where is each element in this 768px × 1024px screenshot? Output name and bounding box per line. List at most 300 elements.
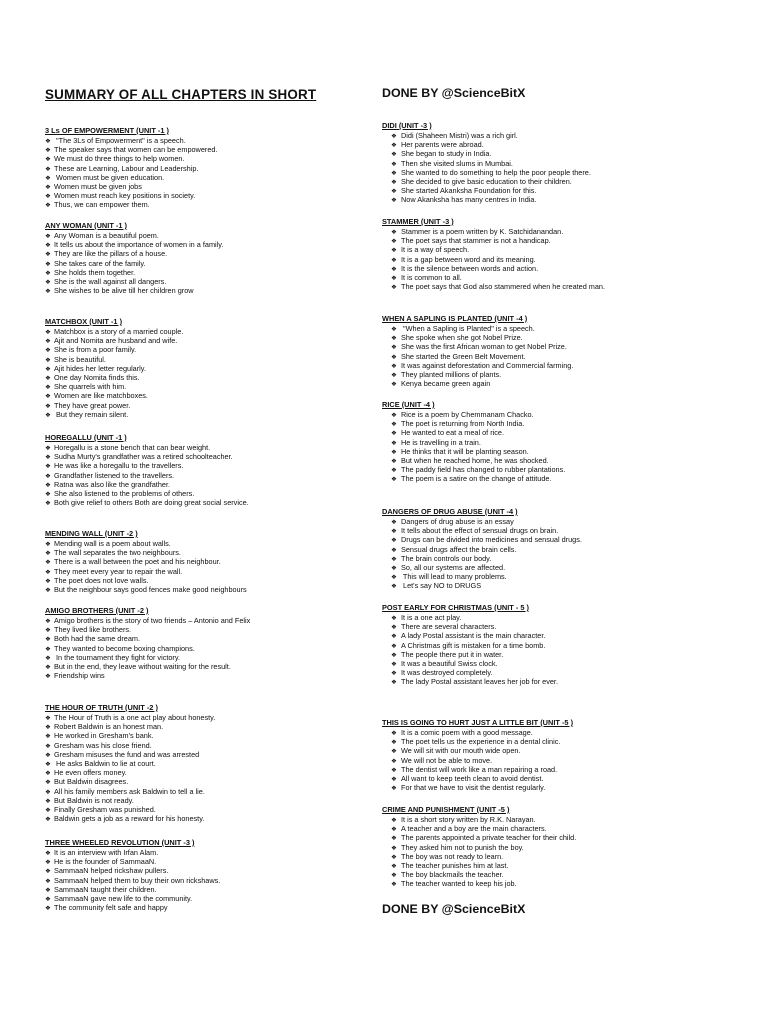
list-item bbox=[45, 200, 217, 209]
diamond-bullet-icon: ❖ bbox=[391, 642, 397, 650]
list-item-text: Women must be given jobs bbox=[54, 181, 142, 191]
list-item bbox=[382, 465, 565, 474]
list-item-text: She is from a poor family. bbox=[54, 345, 137, 355]
list-item bbox=[45, 731, 215, 740]
diamond-bullet-icon: ❖ bbox=[45, 663, 51, 671]
list-item-text: But they remain silent. bbox=[54, 409, 129, 419]
diamond-bullet-icon: ❖ bbox=[391, 371, 397, 379]
list-item bbox=[45, 480, 249, 489]
diamond-bullet-icon: ❖ bbox=[391, 881, 397, 889]
chapter-points bbox=[45, 231, 223, 295]
diamond-bullet-icon: ❖ bbox=[45, 779, 51, 787]
list-item bbox=[45, 452, 249, 461]
list-item bbox=[45, 182, 217, 191]
list-item bbox=[382, 264, 605, 273]
chapter-heading: THIS IS GOING TO HURT JUST A LITTLE BIT (UNIT -5 ) bbox=[382, 718, 574, 727]
chapter-points bbox=[382, 613, 558, 687]
diamond-bullet-icon: ❖ bbox=[45, 347, 51, 355]
list-item-text: The brain controls our body. bbox=[401, 553, 492, 563]
list-item-text: He wanted to eat a meal of rice. bbox=[401, 428, 505, 438]
list-item bbox=[45, 136, 217, 145]
list-item bbox=[382, 765, 573, 774]
list-item bbox=[382, 526, 582, 535]
list-item-text: All his family members ask Baldwin to tell a lie. bbox=[54, 786, 205, 796]
list-item bbox=[45, 653, 250, 662]
chapter-section bbox=[382, 507, 582, 591]
list-item bbox=[382, 159, 591, 168]
list-item-text: They meet every year to repair the wall. bbox=[54, 566, 183, 576]
diamond-bullet-icon: ❖ bbox=[45, 329, 51, 336]
list-item-text: So, all our systems are affected. bbox=[401, 562, 506, 572]
diamond-bullet-icon: ❖ bbox=[45, 490, 51, 498]
list-item-text: But the neighbour says good fences make good neighbours bbox=[54, 584, 247, 594]
diamond-bullet-icon: ❖ bbox=[391, 169, 397, 177]
list-item bbox=[382, 410, 565, 419]
list-item-text: They planted millions of plants. bbox=[401, 369, 502, 379]
diamond-bullet-icon: ❖ bbox=[45, 251, 51, 259]
list-item bbox=[382, 659, 558, 668]
diamond-bullet-icon: ❖ bbox=[45, 788, 51, 796]
diamond-bullet-icon: ❖ bbox=[391, 853, 397, 861]
list-item bbox=[45, 489, 249, 498]
list-item-text: Now Akanksha has many centres in India. bbox=[401, 195, 537, 205]
chapter-section bbox=[45, 126, 217, 210]
diamond-bullet-icon: ❖ bbox=[45, 868, 51, 876]
list-item bbox=[382, 456, 565, 465]
list-item bbox=[45, 796, 215, 805]
diamond-bullet-icon: ❖ bbox=[45, 577, 51, 585]
diamond-bullet-icon: ❖ bbox=[391, 670, 397, 678]
list-item bbox=[45, 848, 220, 857]
list-item-text: The dentist will work like a man repairing a road. bbox=[401, 764, 558, 774]
list-item bbox=[45, 741, 215, 750]
list-item-text: The boy was not ready to learn. bbox=[401, 851, 504, 861]
list-item-text: Friendship wins bbox=[54, 671, 105, 681]
list-item bbox=[382, 273, 605, 282]
chapter-section bbox=[45, 838, 220, 912]
list-item bbox=[45, 498, 249, 507]
diamond-bullet-icon: ❖ bbox=[391, 615, 397, 622]
chapter-points bbox=[45, 136, 217, 210]
list-item-text: Sudha Murty's grandfather was a retired schoolteacher. bbox=[54, 452, 233, 462]
list-item bbox=[45, 713, 215, 722]
diamond-bullet-icon: ❖ bbox=[391, 421, 397, 429]
list-item-text: The community felt safe and happy bbox=[54, 903, 168, 913]
diamond-bullet-icon: ❖ bbox=[45, 618, 51, 625]
list-item-text: He thinks that it will be planting season. bbox=[401, 446, 529, 456]
list-item bbox=[45, 410, 183, 419]
chapter-section bbox=[45, 703, 215, 823]
diamond-bullet-icon: ❖ bbox=[45, 850, 51, 857]
list-item bbox=[45, 345, 183, 354]
list-item-text: He was like a horegallu to the travellers. bbox=[54, 461, 184, 471]
list-item-text: She wanted to do something to help the poor people there. bbox=[401, 167, 591, 177]
list-item-text: Rice is a poem by Chemmanam Chacko. bbox=[401, 410, 534, 419]
done-by-header: DONE BY @ScienceBitX bbox=[382, 86, 526, 100]
diamond-bullet-icon: ❖ bbox=[45, 797, 51, 805]
list-item-text: "The 3Ls of Empowerment" is a speech. bbox=[54, 136, 186, 145]
list-item-text: The Hour of Truth is a one act play about honesty. bbox=[54, 713, 216, 722]
chapter-points bbox=[45, 848, 220, 912]
list-item-text: It is an interview with Irfan Alam. bbox=[54, 848, 159, 857]
diamond-bullet-icon: ❖ bbox=[391, 555, 397, 563]
list-item bbox=[45, 373, 183, 382]
list-item-text: Stammer is a poem written by K. Satchidanandan. bbox=[401, 227, 564, 236]
list-item-text: Finally Gresham was punished. bbox=[54, 804, 156, 814]
list-item-text: Amigo brothers is the story of two friends – Antonio and Felix bbox=[54, 616, 251, 625]
list-item-text: Sensual drugs affect the brain cells. bbox=[401, 544, 517, 554]
diamond-bullet-icon: ❖ bbox=[45, 356, 51, 364]
diamond-bullet-icon: ❖ bbox=[45, 751, 51, 759]
diamond-bullet-icon: ❖ bbox=[391, 730, 397, 737]
diamond-bullet-icon: ❖ bbox=[391, 335, 397, 343]
list-item-text: SammaaN helped them to buy their own rickshaws. bbox=[54, 875, 221, 885]
list-item-text: Dangers of drug abuse is an essay bbox=[401, 517, 514, 526]
list-item-text: She holds them together. bbox=[54, 267, 136, 277]
list-item bbox=[382, 545, 582, 554]
diamond-bullet-icon: ❖ bbox=[45, 138, 51, 145]
list-item bbox=[382, 149, 591, 158]
list-item bbox=[45, 585, 247, 594]
list-item-text: Ajit hides her letter regularly. bbox=[54, 363, 146, 373]
chapter-heading: CRIME AND PUNISHMENT (UNIT -5 ) bbox=[382, 805, 510, 814]
diamond-bullet-icon: ❖ bbox=[391, 739, 397, 747]
list-item bbox=[45, 249, 223, 258]
list-item bbox=[382, 361, 573, 370]
list-item-text: The boy blackmails the teacher. bbox=[401, 870, 504, 880]
diamond-bullet-icon: ❖ bbox=[391, 660, 397, 668]
list-item bbox=[382, 631, 558, 640]
list-item bbox=[45, 567, 247, 576]
list-item bbox=[45, 154, 217, 163]
list-item-text: In the tournament they fight for victory. bbox=[54, 652, 180, 662]
list-item bbox=[382, 737, 573, 746]
diamond-bullet-icon: ❖ bbox=[391, 457, 397, 465]
list-item-text: One day Nomita finds this. bbox=[54, 372, 140, 382]
list-item bbox=[382, 535, 582, 544]
chapter-heading: MENDING WALL (UNIT -2 ) bbox=[45, 529, 138, 538]
list-item bbox=[45, 903, 220, 912]
chapter-points bbox=[45, 327, 183, 419]
list-item-text: Let's say NO to DRUGS bbox=[401, 581, 482, 591]
diamond-bullet-icon: ❖ bbox=[45, 733, 51, 741]
diamond-bullet-icon: ❖ bbox=[45, 269, 51, 277]
page-title: SUMMARY OF ALL CHAPTERS IN SHORT bbox=[45, 87, 317, 102]
diamond-bullet-icon: ❖ bbox=[45, 742, 51, 750]
list-item-text: Robert Baldwin is an honest man. bbox=[54, 722, 164, 732]
chapter-heading: ANY WOMAN (UNIT -1 ) bbox=[45, 221, 127, 230]
chapter-heading: RICE (UNIT -4 ) bbox=[382, 400, 435, 409]
list-item bbox=[382, 728, 573, 737]
list-item bbox=[45, 894, 220, 903]
chapter-points bbox=[45, 443, 249, 507]
diamond-bullet-icon: ❖ bbox=[391, 835, 397, 843]
list-item bbox=[45, 616, 250, 625]
list-item-text: A lady Postal assistant is the main character. bbox=[401, 631, 546, 641]
diamond-bullet-icon: ❖ bbox=[391, 528, 397, 536]
chapter-section bbox=[382, 314, 573, 388]
diamond-bullet-icon: ❖ bbox=[391, 353, 397, 361]
list-item bbox=[45, 759, 215, 768]
list-item bbox=[382, 613, 558, 622]
diamond-bullet-icon: ❖ bbox=[45, 411, 51, 419]
chapter-heading: MATCHBOX (UNIT -1 ) bbox=[45, 317, 123, 326]
diamond-bullet-icon: ❖ bbox=[45, 627, 51, 635]
list-item bbox=[45, 814, 215, 823]
list-item bbox=[382, 815, 576, 824]
list-item bbox=[382, 824, 576, 833]
list-item bbox=[45, 382, 183, 391]
diamond-bullet-icon: ❖ bbox=[391, 862, 397, 870]
list-item-text: It tells about the effect of sensual drugs on brain. bbox=[401, 526, 559, 536]
chapter-points bbox=[45, 539, 247, 594]
chapter-points bbox=[382, 131, 591, 205]
list-item bbox=[45, 364, 183, 373]
list-item-text: The poet tells us the experience in a dental clinic. bbox=[401, 737, 561, 747]
diamond-bullet-icon: ❖ bbox=[45, 278, 51, 286]
list-item-text: But Baldwin is not ready. bbox=[54, 795, 134, 805]
diamond-bullet-icon: ❖ bbox=[391, 546, 397, 554]
list-item bbox=[45, 173, 217, 182]
list-item-text: The speaker says that women can be empowered. bbox=[54, 145, 218, 155]
chapter-points bbox=[382, 728, 573, 792]
diamond-bullet-icon: ❖ bbox=[45, 463, 51, 471]
diamond-bullet-icon: ❖ bbox=[45, 654, 51, 662]
chapter-heading: AMIGO BROTHERS (UNIT -2 ) bbox=[45, 606, 149, 615]
chapter-points bbox=[382, 517, 582, 591]
list-item bbox=[45, 401, 183, 410]
list-item-text: For that we have to visit the dentist regularly. bbox=[401, 783, 546, 793]
list-item bbox=[45, 461, 249, 470]
list-item bbox=[45, 557, 247, 566]
list-item-text: "When a Sapling is Planted" is a speech. bbox=[401, 324, 535, 333]
list-item-text: It is common to all. bbox=[401, 272, 462, 282]
list-item-text: The lady Postal assistant leaves her job for ever. bbox=[401, 677, 558, 687]
diamond-bullet-icon: ❖ bbox=[391, 238, 397, 246]
list-item-text: Baldwin gets a job as a reward for his honesty. bbox=[54, 814, 205, 824]
list-item-text: She is the wall against all dangers. bbox=[54, 276, 167, 286]
diamond-bullet-icon: ❖ bbox=[391, 265, 397, 273]
list-item bbox=[382, 255, 605, 264]
diamond-bullet-icon: ❖ bbox=[45, 260, 51, 268]
diamond-bullet-icon: ❖ bbox=[45, 384, 51, 392]
list-item-text: Both give relief to others Both are doing great social service. bbox=[54, 498, 249, 508]
list-item bbox=[382, 186, 591, 195]
list-item-text: The teacher wanted to keep his job. bbox=[401, 879, 517, 889]
list-item-text: She quarrels with him. bbox=[54, 382, 127, 392]
list-item-text: She began to study in India. bbox=[401, 149, 492, 159]
diamond-bullet-icon: ❖ bbox=[391, 197, 397, 205]
chapter-heading: STAMMER (UNIT -3 ) bbox=[382, 217, 454, 226]
list-item-text: Women must reach key positions in society. bbox=[54, 191, 196, 201]
diamond-bullet-icon: ❖ bbox=[391, 151, 397, 159]
diamond-bullet-icon: ❖ bbox=[45, 816, 51, 824]
chapter-heading: POST EARLY FOR CHRISTMAS (UNIT - 5 ) bbox=[382, 603, 529, 612]
list-item-text: She takes care of the family. bbox=[54, 258, 146, 268]
list-item-text: Both had the same dream. bbox=[54, 634, 140, 644]
diamond-bullet-icon: ❖ bbox=[391, 412, 397, 419]
list-item bbox=[382, 833, 576, 842]
list-item-text: But when he reached home, he was shocked. bbox=[401, 455, 549, 465]
list-item-text: Women must be given education. bbox=[54, 172, 165, 182]
list-item-text: It tells us about the importance of women in a family. bbox=[54, 240, 224, 250]
list-item bbox=[45, 777, 215, 786]
diamond-bullet-icon: ❖ bbox=[45, 156, 51, 164]
list-item bbox=[382, 140, 591, 149]
list-item-text: Thus, we can empower them. bbox=[54, 200, 150, 210]
list-item bbox=[382, 352, 573, 361]
list-item-text: He worked in Gresham's bank. bbox=[54, 731, 154, 741]
list-item bbox=[382, 245, 605, 254]
chapter-points bbox=[382, 227, 605, 291]
list-item bbox=[382, 419, 565, 428]
list-item-text: She started Akanksha Foundation for this. bbox=[401, 186, 537, 196]
list-item-text: There are several characters. bbox=[401, 622, 497, 632]
chapter-section bbox=[382, 718, 573, 792]
list-item-text: Her parents were abroad. bbox=[401, 140, 484, 150]
list-item-text: It is a gap between word and its meaning. bbox=[401, 254, 536, 264]
diamond-bullet-icon: ❖ bbox=[45, 202, 51, 210]
diamond-bullet-icon: ❖ bbox=[45, 541, 51, 548]
list-item bbox=[45, 866, 220, 875]
list-item-text: The parents appointed a private teacher for their child. bbox=[401, 833, 577, 843]
chapter-heading: THE HOUR OF TRUTH (UNIT -2 ) bbox=[45, 703, 158, 712]
list-item bbox=[382, 641, 558, 650]
diamond-bullet-icon: ❖ bbox=[391, 178, 397, 186]
list-item-text: The poet says that God also stammered when he created man. bbox=[401, 282, 606, 292]
list-item bbox=[382, 879, 576, 888]
list-item bbox=[45, 805, 215, 814]
diamond-bullet-icon: ❖ bbox=[45, 500, 51, 508]
list-item-text: SammaaN taught their children. bbox=[54, 884, 157, 894]
diamond-bullet-icon: ❖ bbox=[391, 757, 397, 765]
list-item bbox=[382, 843, 576, 852]
chapter-points bbox=[45, 616, 250, 680]
diamond-bullet-icon: ❖ bbox=[45, 393, 51, 401]
diamond-bullet-icon: ❖ bbox=[391, 679, 397, 687]
list-item-text: Then she visited slums in Mumbai. bbox=[401, 158, 513, 168]
list-item-text: It is a way of speech. bbox=[401, 245, 470, 255]
list-item-text: They wanted to become boxing champions. bbox=[54, 643, 195, 653]
list-item bbox=[45, 277, 223, 286]
diamond-bullet-icon: ❖ bbox=[391, 362, 397, 370]
list-item-text: But Baldwin disagrees. bbox=[54, 777, 129, 787]
list-item bbox=[45, 548, 247, 557]
list-item bbox=[382, 554, 582, 563]
list-item-text: The poet says that stammer is not a handicap. bbox=[401, 236, 551, 246]
list-item-text: The poem is a satire on the change of attitude. bbox=[401, 474, 552, 484]
list-item bbox=[382, 324, 573, 333]
diamond-bullet-icon: ❖ bbox=[45, 645, 51, 653]
list-item bbox=[382, 438, 565, 447]
list-item bbox=[382, 342, 573, 351]
list-item-text: He asks Baldwin to lie at court. bbox=[54, 758, 156, 768]
diamond-bullet-icon: ❖ bbox=[45, 895, 51, 903]
diamond-bullet-icon: ❖ bbox=[45, 174, 51, 182]
diamond-bullet-icon: ❖ bbox=[391, 651, 397, 659]
done-by-footer: DONE BY @ScienceBitX bbox=[382, 902, 526, 916]
list-item bbox=[382, 746, 573, 755]
list-item bbox=[45, 857, 220, 866]
list-item-text: Any Woman is a beautiful poem. bbox=[54, 231, 159, 240]
list-item bbox=[382, 447, 565, 456]
diamond-bullet-icon: ❖ bbox=[391, 775, 397, 783]
list-item bbox=[382, 168, 591, 177]
list-item bbox=[382, 227, 605, 236]
list-item-text: They lived like brothers. bbox=[54, 625, 132, 635]
list-item bbox=[45, 876, 220, 885]
list-item-text: She also listened to the problems of others. bbox=[54, 488, 195, 498]
list-item-text: She was the first African woman to get Nobel Prize. bbox=[401, 342, 567, 352]
chapter-points bbox=[382, 410, 565, 484]
diamond-bullet-icon: ❖ bbox=[45, 288, 51, 296]
diamond-bullet-icon: ❖ bbox=[45, 636, 51, 644]
list-item bbox=[45, 191, 217, 200]
diamond-bullet-icon: ❖ bbox=[391, 624, 397, 632]
list-item-text: She decided to give basic education to their children. bbox=[401, 176, 572, 186]
list-item-text: Matchbox is a story of a married couple. bbox=[54, 327, 184, 336]
diamond-bullet-icon: ❖ bbox=[45, 550, 51, 558]
list-item bbox=[45, 750, 215, 759]
diamond-bullet-icon: ❖ bbox=[391, 344, 397, 352]
chapter-section bbox=[382, 400, 565, 484]
list-item-text: There is a wall between the poet and his neighbour. bbox=[54, 557, 221, 567]
list-item-text: Grandfather listened to the travellers. bbox=[54, 470, 175, 480]
diamond-bullet-icon: ❖ bbox=[391, 872, 397, 880]
list-item bbox=[382, 852, 576, 861]
list-item bbox=[45, 885, 220, 894]
list-item-text: Gresham misuses the fund and was arrested bbox=[54, 749, 200, 759]
list-item-text: Kenya became green again bbox=[401, 379, 491, 389]
list-item-text: These are Learning, Labour and Leadership. bbox=[54, 163, 199, 173]
diamond-bullet-icon: ❖ bbox=[391, 274, 397, 282]
chapter-heading: WHEN A SAPLING IS PLANTED (UNIT -4 ) bbox=[382, 314, 528, 323]
list-item-text: It was a beautiful Swiss clock. bbox=[401, 658, 498, 668]
list-item bbox=[45, 443, 249, 452]
list-item bbox=[45, 644, 250, 653]
diamond-bullet-icon: ❖ bbox=[391, 467, 397, 475]
list-item-text: They have great power. bbox=[54, 400, 131, 410]
list-item bbox=[382, 474, 565, 483]
list-item-text: Ratna was also like the grandfather. bbox=[54, 479, 171, 489]
list-item bbox=[382, 677, 558, 686]
diamond-bullet-icon: ❖ bbox=[391, 439, 397, 447]
list-item bbox=[382, 333, 573, 342]
list-item-text: All want to keep teeth clean to avoid dentist. bbox=[401, 773, 544, 783]
list-item bbox=[45, 662, 250, 671]
list-item-text: He is travelling in a train. bbox=[401, 437, 481, 447]
list-item bbox=[45, 722, 215, 731]
list-item bbox=[382, 756, 573, 765]
list-item-text: This will lead to many problems. bbox=[401, 572, 507, 582]
diamond-bullet-icon: ❖ bbox=[45, 770, 51, 778]
list-item bbox=[45, 164, 217, 173]
list-item bbox=[45, 259, 223, 268]
diamond-bullet-icon: ❖ bbox=[391, 381, 397, 389]
diamond-bullet-icon: ❖ bbox=[391, 826, 397, 834]
diamond-bullet-icon: ❖ bbox=[45, 402, 51, 410]
diamond-bullet-icon: ❖ bbox=[391, 229, 397, 236]
list-item-text: He is the founder of SammaaN. bbox=[54, 857, 157, 867]
chapter-section bbox=[382, 603, 558, 687]
diamond-bullet-icon: ❖ bbox=[45, 586, 51, 594]
list-item bbox=[382, 195, 591, 204]
list-item-text: It is the silence between words and action. bbox=[401, 263, 539, 273]
list-item-text: A teacher and a boy are the main characters. bbox=[401, 824, 547, 834]
diamond-bullet-icon: ❖ bbox=[391, 785, 397, 793]
diamond-bullet-icon: ❖ bbox=[391, 448, 397, 456]
list-item bbox=[45, 671, 250, 680]
